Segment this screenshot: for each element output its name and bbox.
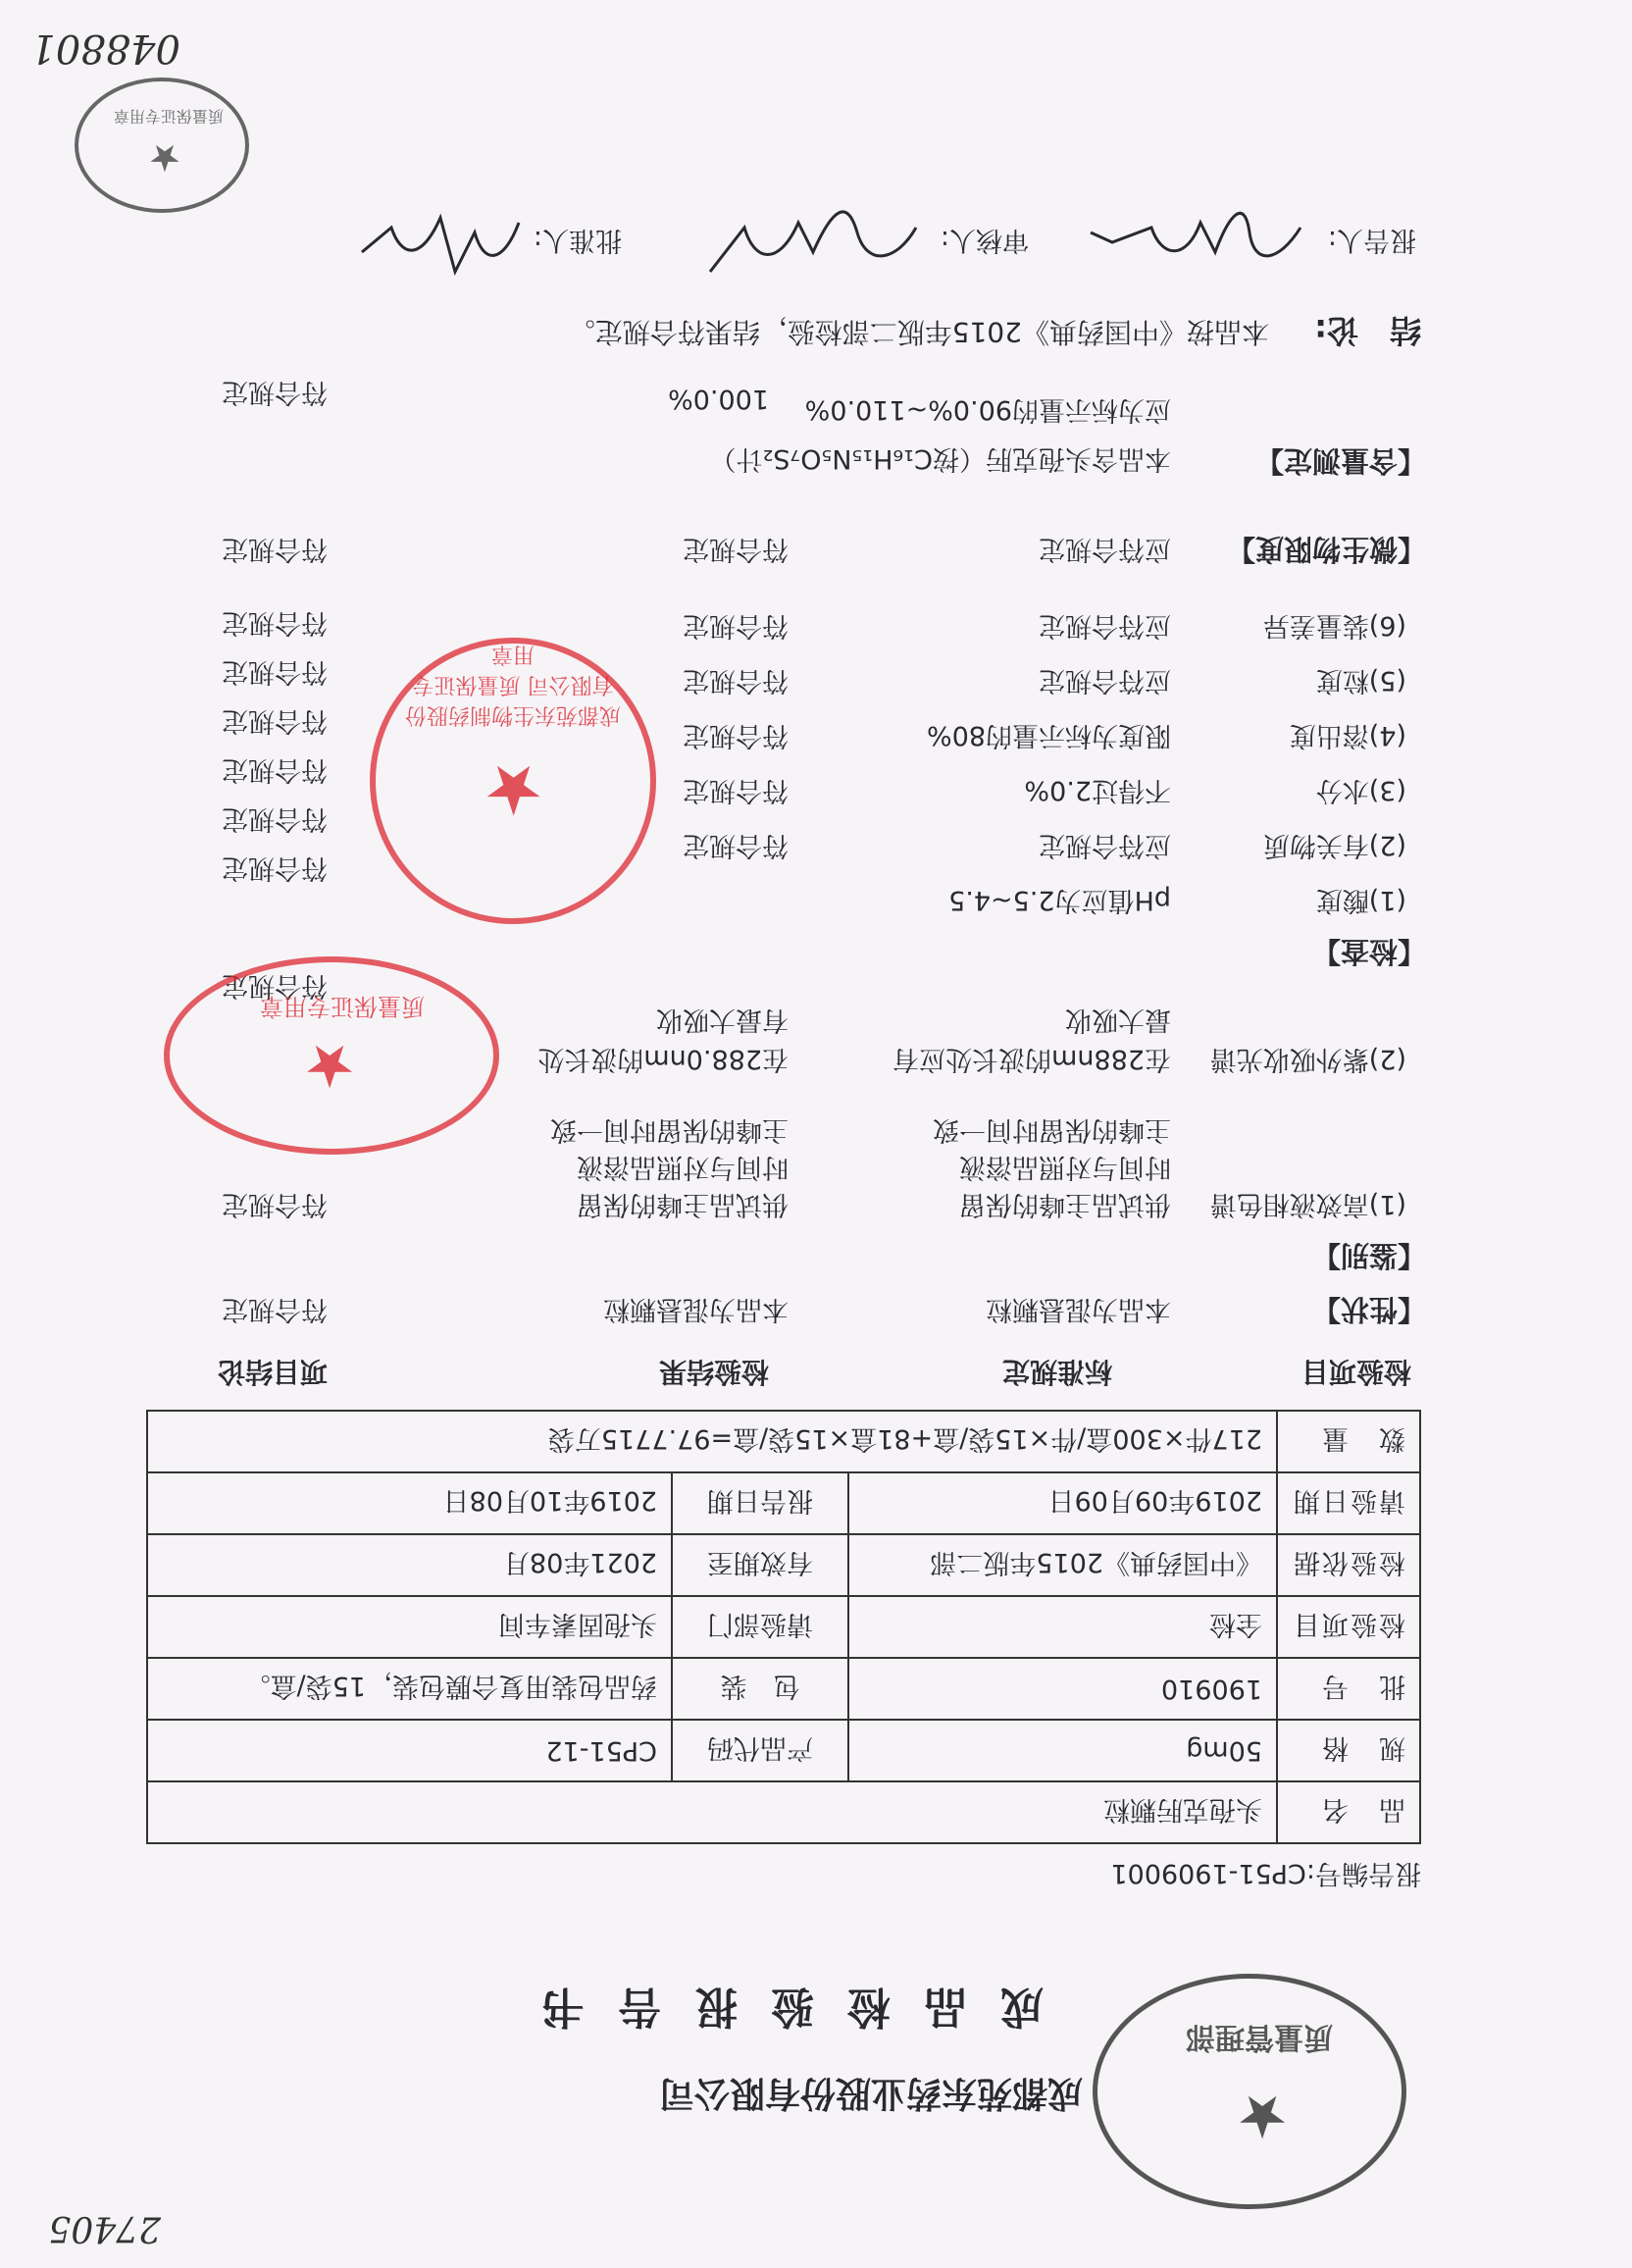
star-icon: ★ [147, 136, 181, 180]
item-value: 全检 [848, 1596, 1277, 1658]
red-company-stamp-text: 成都苑东生物制药股份有限公司 质量保证专用章 [404, 642, 621, 727]
uv-name: (2)紫外吸收光谱 [1209, 1044, 1406, 1074]
uv-result: 在288.0nm的波长处 [537, 1044, 789, 1074]
col-header-result: 检验结果 [658, 1356, 769, 1388]
qty-label: 数 量 [1277, 1411, 1420, 1472]
code-value: CP51-12 [147, 1720, 672, 1781]
uv-standard-2: 最大吸收 [1065, 1005, 1171, 1035]
water-result: 符合规定 [683, 775, 789, 805]
dept-value: 头孢固素车间 [147, 1596, 672, 1658]
basis-label: 检验依据 [1277, 1534, 1420, 1596]
product-name-label: 品 名 [1277, 1781, 1420, 1843]
appearance-standard: 本品为混悬颗粒 [986, 1294, 1171, 1324]
approver-signature [352, 193, 529, 291]
water-standard: 不得过2.0% [1024, 775, 1171, 805]
reporter-label: 报告人: [1327, 225, 1416, 255]
code-label: 产品代码 [672, 1720, 848, 1781]
granularity-result: 符合规定 [683, 665, 789, 696]
table-row [147, 1596, 1420, 1658]
water-name: (3)水分 [1315, 775, 1406, 805]
info-table [146, 1410, 1421, 1844]
section-assay: 【含量测定】 [1254, 444, 1426, 478]
table-row [147, 1720, 1420, 1781]
dissolution-standard: 限度为标示量的80% [926, 720, 1171, 750]
appearance-conclusion: 符合规定 [222, 1294, 328, 1324]
document-title: 成品检验报告书 [508, 1982, 1044, 2032]
star-icon: ★ [1236, 2082, 1289, 2150]
weight-name: (6)装量差异 [1262, 610, 1406, 641]
spec-label: 规 格 [1277, 1720, 1420, 1781]
dissolution-name: (4)溶出度 [1289, 720, 1406, 750]
report-date-value: 2019年10月08日 [147, 1472, 672, 1534]
related-conclusion: 符合规定 [222, 803, 328, 834]
section-inspection: 【检查】 [1311, 935, 1426, 968]
hplc-result-3: 主峰的保留时间一致 [550, 1114, 789, 1145]
star-icon: ★ [483, 749, 544, 830]
granularity-conclusion: 符合规定 [222, 656, 328, 687]
red-company-stamp [370, 638, 656, 924]
hplc-name: (1)高效液相色谱 [1209, 1189, 1406, 1219]
weight-standard: 应符合规定 [1039, 610, 1171, 641]
request-date-value: 2019年09月09日 [848, 1472, 1277, 1534]
spec-value: 50mg [848, 1720, 1277, 1781]
weight-result: 符合规定 [683, 610, 789, 641]
small-gray-stamp-text: 质量保证专用章 [113, 107, 224, 126]
uv-result-2: 有最大吸收 [656, 1005, 789, 1035]
red-oval-stamp [164, 956, 499, 1155]
reviewer-signature [700, 193, 926, 286]
star-icon: ★ [303, 1031, 356, 1100]
hplc-result-2: 时间与对照品溶液 [577, 1152, 789, 1182]
company-name: 成都苑东药业股份有限公司 [658, 2073, 1083, 2113]
basis-value: 《中国药典》2015年版二部 [848, 1534, 1277, 1596]
item-label: 检验项目 [1277, 1596, 1420, 1658]
assay-standard: 本品含头孢克肟（按C₁₆H₁₅N₅O₇S₂计） [709, 443, 1171, 474]
qa-department-stamp-text: 质量管理部 [1186, 2020, 1333, 2054]
small-gray-stamp [75, 77, 249, 213]
hplc-result: 供试品主峰的保留 [577, 1189, 789, 1219]
assay-standard-2: 应为标示量的90.0%~110.0% [804, 394, 1171, 425]
report-number [1110, 1857, 1421, 1895]
approver-label: 批准人: [533, 225, 622, 255]
microbial-conclusion: 符合规定 [222, 534, 328, 564]
dissolution-conclusion: 符合规定 [222, 705, 328, 736]
report-date-label: 报告日期 [672, 1472, 848, 1534]
hplc-standard-2: 时间与对照品溶液 [959, 1152, 1171, 1182]
package-label: 包 装 [672, 1658, 848, 1720]
microbial-result: 符合规定 [683, 534, 789, 564]
granularity-standard: 应符合规定 [1039, 665, 1171, 696]
related-standard: 应符合规定 [1039, 830, 1171, 860]
table-row [147, 1411, 1420, 1472]
batch-label: 批 号 [1277, 1658, 1420, 1720]
qty-value: 217件×300盒/件×15袋/盒+81盒×15袋/盒=97.7715万袋 [147, 1411, 1277, 1472]
conclusion-text: 本品按《中国药典》2015年版二部检验，结果符合规定。 [567, 316, 1269, 348]
section-identification: 【鉴别】 [1311, 1239, 1426, 1272]
related-name: (2)有关物质 [1262, 830, 1406, 860]
section-microbial: 【微生物限度】 [1226, 533, 1426, 566]
hplc-conclusion: 符合规定 [222, 1189, 328, 1219]
assay-conclusion: 符合规定 [222, 377, 328, 407]
water-conclusion: 符合规定 [222, 754, 328, 785]
acidity-conclusion: 符合规定 [222, 852, 328, 883]
dept-label: 请验部门 [672, 1596, 848, 1658]
uv-standard: 在288nm的波长处应有 [892, 1044, 1171, 1074]
section-appearance: 【性状】 [1311, 1293, 1426, 1326]
assay-result: 100.0% [668, 384, 769, 414]
request-date-label: 请验日期 [1277, 1472, 1420, 1534]
handwritten-bottom-number: 27405 [48, 2208, 161, 2248]
related-result: 符合规定 [683, 830, 789, 860]
reporter-signature [1083, 193, 1308, 282]
granularity-name: (5)粒度 [1315, 665, 1406, 696]
acidity-standard: pH值应为2.5~4.5 [948, 885, 1171, 915]
col-header-item: 检验项目 [1300, 1356, 1411, 1388]
col-header-conclusion: 项目结论 [217, 1356, 328, 1388]
batch-value: 190910 [848, 1658, 1277, 1720]
handwritten-top-number: 048801 [30, 26, 180, 71]
col-header-standard: 标准规定 [1001, 1356, 1112, 1388]
microbial-standard: 应符合规定 [1039, 534, 1171, 564]
package-value: 药品包装用复合膜包装，15袋/盒。 [147, 1658, 672, 1720]
reviewer-label: 审核人: [940, 225, 1029, 255]
valid-value: 2021年08月 [147, 1534, 672, 1596]
table-row [147, 1658, 1420, 1720]
conclusion-label: 结 论: [1314, 312, 1421, 349]
table-row [147, 1534, 1420, 1596]
weight-conclusion: 符合规定 [222, 607, 328, 638]
dissolution-result: 符合规定 [683, 720, 789, 750]
qa-department-stamp [1093, 1974, 1406, 2209]
report-number-value: CP51-1909001 [1110, 1858, 1306, 1888]
valid-label: 有效期至 [672, 1534, 848, 1596]
red-oval-stamp-text: 质量保证专用章 [260, 993, 425, 1020]
table-row [147, 1781, 1420, 1843]
appearance-result: 本品为混悬颗粒 [603, 1294, 789, 1324]
report-number-label: 报告编号: [1305, 1858, 1421, 1888]
uv-conclusion: 符合规定 [222, 970, 328, 1001]
hplc-standard: 供试品主峰的保留 [959, 1189, 1171, 1219]
table-row [147, 1472, 1420, 1534]
product-name-value: 头孢克肟颗粒 [147, 1781, 1277, 1843]
acidity-name: (1)酸度 [1315, 885, 1406, 915]
hplc-standard-3: 主峰的保留时间一致 [933, 1114, 1171, 1145]
